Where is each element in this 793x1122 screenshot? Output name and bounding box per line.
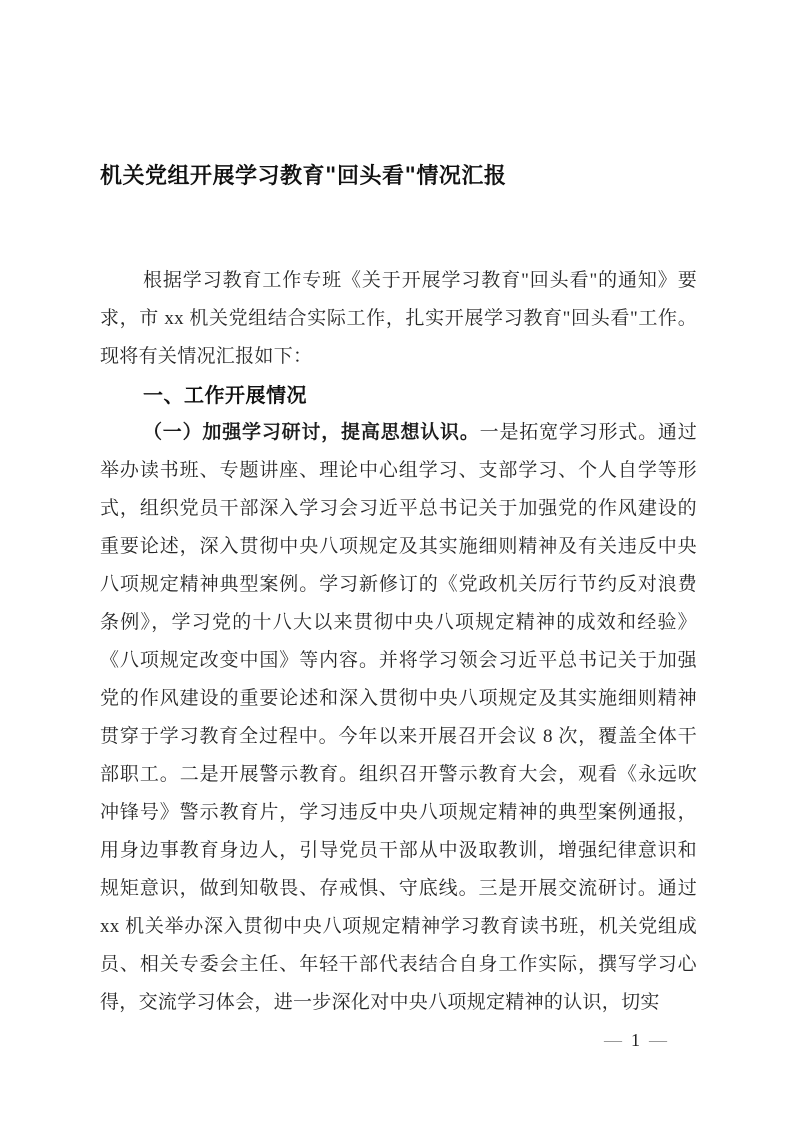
footer-dash-left: — [604,1030,622,1050]
page-number-footer [604,1029,667,1051]
body-text-segment: 组织召开警示教育大会，观看《永远吹冲锋号》警示教育片，学习违反中央八项规定精神的典型案例通报，用身边事教育身边人，引导党员干部从中汲取教训，增强纪律意识和规矩意识，做到知敬畏、存戒惧、守底线。 [100,764,698,899]
section-one-paragraph [100,414,697,1022]
point-one-phrase: 一是拓宽学习形式。 [479,422,658,443]
document-body [100,161,697,1022]
footer-page-number: 1 [631,1030,640,1050]
point-two-phrase: 二是开展警示教育。 [179,764,359,785]
body-text-segment: 通过举办读书班、专题讲座、理论中心组学习、支部学习、个人自学等形式，组织党员干部深入学习会习近平总书记关于加强党的作风建设的重要论述，深入贯彻中央八项规定及其实施细则精神及有关违反中央八项规定精神典型案例。学习新修订的《党政机关厉行节约反对浪费条例》，学习党的十八大以来贯彻中央八项规定精神的成效和经验》《八项规定改变中国》等内容。并将学习领会习近平总书记关于加强党的作风建设的重要论述和深入贯彻中央八项规定及其实施细则精神贯穿于学习教育全过程中。今年以来开展召开会议 8 次，覆盖全体干部职工。 [100,422,697,785]
point-three-phrase: 三是开展交流研讨。 [478,878,658,899]
intro-paragraph: 根据学习教育工作专班《关于开展学习教育"回头看"的通知》要求，市 xx 机关党组结合实际工作，扎实开展学习教育"回头看"工作。现将有关情况汇报如下： [100,270,697,367]
subsection-lead-phrase: （一）加强学习研讨，提高思想认识。 [143,422,480,443]
document-title: 机关党组开展学习教育"回头看"情况汇报 [100,164,507,189]
body-text-segment: 通过 xx 机关举办深入贯彻中央八项规定精神学习教育读书班，机关党组成员、相关专委会主任、年轻干部代表结合自身工作实际，撰写学习心得，交流学习体会，进一步深化对中央八项规定精神的认识，切实 [100,878,698,1013]
section-one-heading: 一、工作开展情况 [143,383,307,407]
footer-dash-right: — [649,1030,667,1050]
